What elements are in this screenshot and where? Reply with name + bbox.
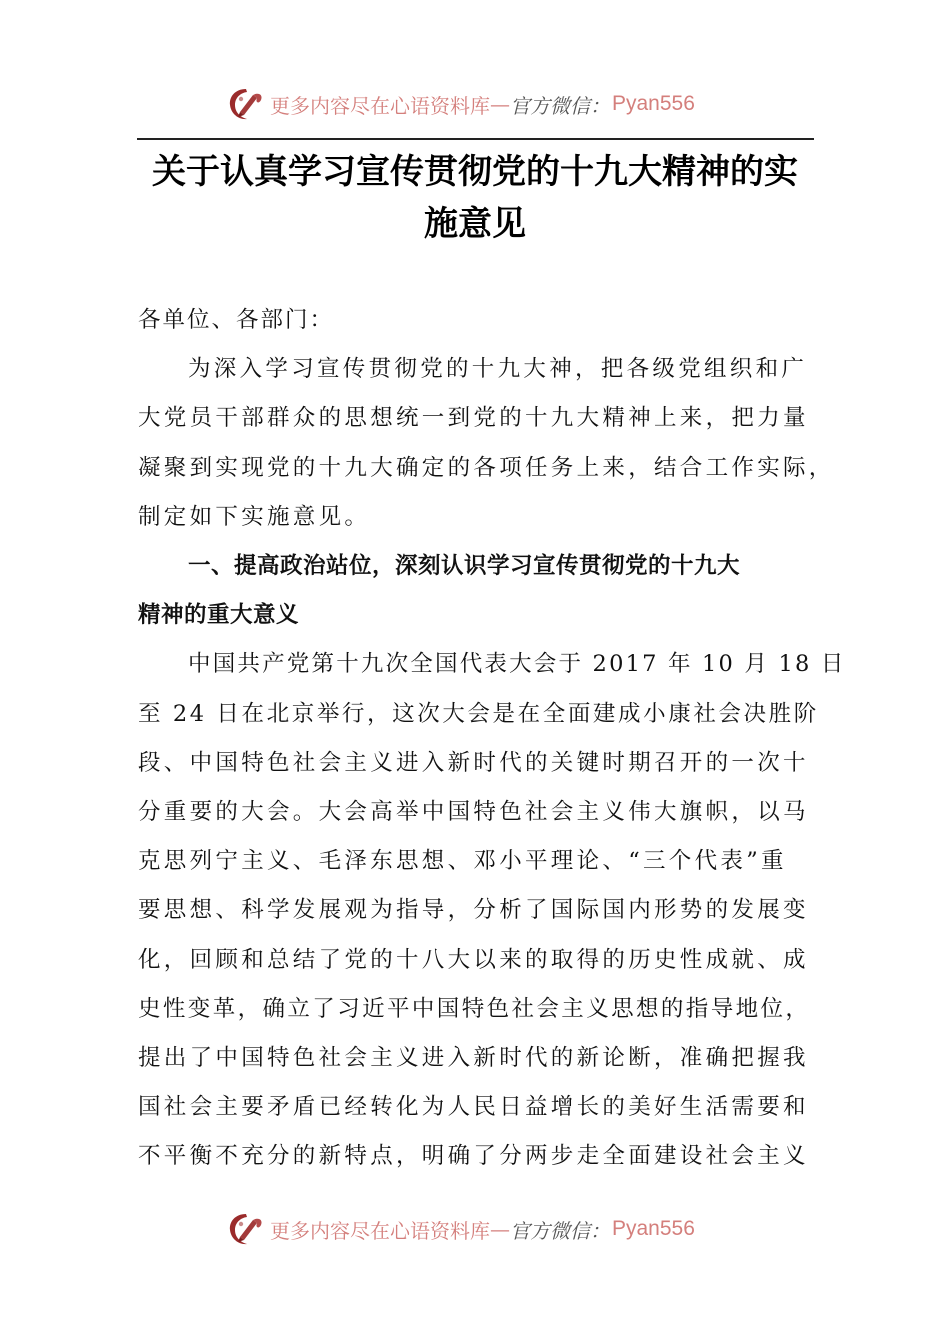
section-body-line: 化，回顾和总结了党的十八大以来的取得的历史性成就、成 [138,946,809,973]
section-body-line: 提出了中国特色社会主义进入新时代的新论断，准确把握我 [138,1045,809,1072]
watermark-wechat-label: 官方微信： [510,93,610,118]
section-body-line: 不平衡不充分的新特点，明确了分两步走全面建设社会主义 [138,1143,809,1170]
watermark-dash: — [490,92,510,116]
document-body [138,296,846,1182]
header-rule [137,138,814,140]
intro-line: 制定如下实施意见。 [138,503,371,530]
section-body-line: 分重要的大会。大会高举中国特色社会主义伟大旗帜，以马 [138,799,809,826]
quill-pen-circle-icon [226,86,266,122]
section-body-line: 中国共产党第十九次全国代表大会于 2017 年 10 月 18 日 [188,651,846,678]
section-heading: 精神的重大意义 [138,602,300,629]
title-line: 施意见 [424,204,526,244]
section-heading: 一、提高政治站位，深刻认识学习宣传贯彻党的十九大 [188,553,741,580]
quill-pen-circle-icon [226,1211,266,1247]
intro-line: 为深入学习宣传贯彻党的十九大神，把各级党组织和广 [188,356,808,383]
section-body-line: 至 24 日在北京举行，这次大会是在全面建成小康社会决胜阶 [138,700,819,727]
watermark-wechat-id: Pyan556 [612,92,695,115]
watermark-site-text: 更多内容尽在心语资料库 [270,93,490,118]
title-line: 关于认真学习宣传贯彻党的十九大精神的实 [152,152,798,192]
footer-watermark [226,1209,695,1249]
intro-line: 凝聚到实现党的十九大确定的各项任务上来，结合工作实际， [138,454,835,481]
watermark-site-text: 更多内容尽在心语资料库 [270,1218,490,1243]
section-body-line: 国社会主要矛盾已经转化为人民日益增长的美好生活需要和 [138,1094,809,1121]
section-body-line: 克思列宁主义、毛泽东思想、邓小平理论、“三个代表”重 [138,848,787,875]
watermark-wechat-id: Pyan556 [612,1217,695,1240]
watermark-dash: — [490,1217,510,1241]
section-body-line: 段、中国特色社会主义进入新时代的关键时期召开的一次十 [138,749,809,776]
section-body-line: 要思想、科学发展观为指导，分析了国际国内形势的发展变 [138,897,809,924]
header-watermark [226,84,695,124]
salutation: 各单位、各部门： [138,307,335,333]
intro-line: 大党员干部群众的思想统一到党的十九大精神上来，把力量 [138,405,809,432]
watermark-wechat-label: 官方微信： [510,1218,610,1243]
document-title [120,146,830,250]
section-body-line: 史性变革，确立了习近平中国特色社会主义思想的指导地位， [138,995,811,1022]
